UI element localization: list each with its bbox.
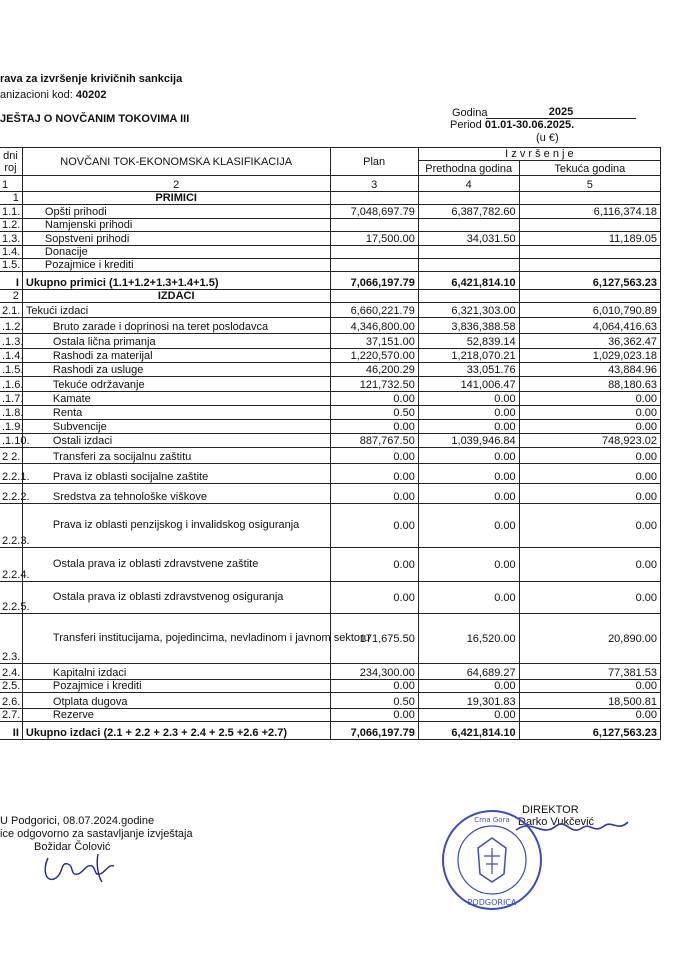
plan-value-cell <box>330 192 418 205</box>
col-header-izvrsenje: I z v r š e n j e <box>418 148 660 161</box>
table-row <box>0 464 661 484</box>
table-row <box>0 246 661 259</box>
plan-value-cell: 0.00 <box>330 392 418 406</box>
row-label-cell: Prava iz oblasti penzijskog i invalidskog osiguranja <box>22 504 330 548</box>
row-number-cell: 2 <box>0 290 22 303</box>
prev-year-value-cell: 33,051.76 <box>418 363 519 377</box>
row-label-cell: Ukupno izdaci (2.1 + 2.2 + 2.3 + 2.4 + 2.5 +2.6 +2.7) <box>22 722 330 740</box>
row-label-cell: Renta <box>22 406 330 420</box>
table-row <box>0 448 661 464</box>
plan-value-cell <box>330 259 418 272</box>
table-row <box>0 377 661 392</box>
row-label-cell: Ukupno primici (1.1+1.2+1.3+1.4+1.5) <box>22 272 330 290</box>
prev-year-value-cell: 6,421,814.10 <box>418 272 519 290</box>
row-label-cell: PRIMICI <box>22 192 330 205</box>
plan-value-cell: 7,066,197.79 <box>330 722 418 740</box>
plan-value-cell <box>330 290 418 303</box>
table-row <box>0 614 661 664</box>
plan-value-cell <box>330 219 418 232</box>
col-header-prev-year: Prethodna godina <box>418 161 519 176</box>
row-number-cell: 1 <box>0 192 22 205</box>
curr-year-value-cell: 0.00 <box>519 484 660 504</box>
prev-year-value-cell <box>418 290 519 303</box>
plan-value-cell: 0.00 <box>330 464 418 484</box>
responsible-name: Božidar Čolović <box>34 841 111 853</box>
responsible-label: ice odgovorno za sastavljanje izvještaja <box>0 828 193 840</box>
plan-value-cell: 17,500.00 <box>330 232 418 246</box>
prev-year-value-cell <box>418 246 519 259</box>
prev-year-value-cell <box>418 192 519 205</box>
row-label-cell: Ostala prava iz oblasti zdravstvene zaštite <box>22 548 330 582</box>
period-line <box>450 119 574 131</box>
plan-value-cell: 0.00 <box>330 504 418 548</box>
place-date: U Podgorici, 08.07.2024.godine <box>0 815 155 827</box>
row-number-cell: 2.6. <box>0 693 22 709</box>
prev-year-value-cell: 6,387,782.60 <box>418 205 519 219</box>
row-number-cell: 2.5. <box>0 680 22 693</box>
row-number-cell: .1.6. <box>0 377 22 392</box>
table-row <box>0 219 661 232</box>
row-label-cell: Tekući izdaci <box>22 303 330 318</box>
row-number-cell: 2.2.3. <box>0 504 22 548</box>
prev-year-value-cell: 0.00 <box>418 680 519 693</box>
row-label-cell: Rashodi za usluge <box>22 363 330 377</box>
table-row <box>0 205 661 219</box>
row-label-cell: IZDACI <box>22 290 330 303</box>
cash-flow-table <box>0 147 661 740</box>
row-label-cell: Bruto zarade i doprinosi na teret poslodavca <box>22 318 330 334</box>
row-label-cell: Pozajmice i krediti <box>22 680 330 693</box>
curr-year-value-cell: 20,890.00 <box>519 614 660 664</box>
prev-year-value-cell: 0.00 <box>418 448 519 464</box>
row-number-cell: .1.2. <box>0 318 22 334</box>
plan-value-cell: 0.00 <box>330 548 418 582</box>
row-label-cell: Ostala lična primanja <box>22 334 330 349</box>
curr-year-value-cell: 11,189.05 <box>519 232 660 246</box>
plan-value-cell: 121,732.50 <box>330 377 418 392</box>
curr-year-value-cell: 1,029,023.18 <box>519 349 660 363</box>
row-label-cell: Rashodi za materijal <box>22 349 330 363</box>
currency-note: (u €) <box>536 132 559 144</box>
header-row-1 <box>0 148 661 161</box>
table-row <box>0 334 661 349</box>
table-row <box>0 420 661 434</box>
prev-year-value-cell: 6,421,814.10 <box>418 722 519 740</box>
row-label-cell: Donacije <box>22 246 330 259</box>
director-name: Darko Vukčević <box>518 816 595 828</box>
row-number-cell: .1.8. <box>0 406 22 420</box>
curr-year-value-cell: 88,180.63 <box>519 377 660 392</box>
row-number-cell: 2.1. <box>0 303 22 318</box>
table-row <box>0 548 661 582</box>
svg-text:Crna Gora: Crna Gora <box>474 816 510 824</box>
row-number-cell: 2.3. <box>0 614 22 664</box>
period-value: 01.01-30.06.2025. <box>484 119 575 131</box>
plan-value-cell: 0.50 <box>330 406 418 420</box>
row-label-cell: Opšti prihodi <box>22 205 330 219</box>
prev-year-value-cell: 0.00 <box>418 709 519 722</box>
row-number-cell: 2.2.4. <box>0 548 22 582</box>
index-cell: 1 <box>0 176 22 192</box>
plan-value-cell: 37,151.00 <box>330 334 418 349</box>
prev-year-value-cell: 0.00 <box>418 392 519 406</box>
prev-year-value-cell: 64,689.27 <box>418 664 519 680</box>
curr-year-value-cell: 18,500.81 <box>519 693 660 709</box>
curr-year-value-cell: 0.00 <box>519 464 660 484</box>
table-row <box>0 290 661 303</box>
table-row <box>0 406 661 420</box>
prev-year-value-cell: 0.00 <box>418 504 519 548</box>
index-cell: 2 <box>22 176 330 192</box>
row-number-cell: 2.2.1. <box>0 464 22 484</box>
row-number-cell: .1.9. <box>0 420 22 434</box>
period-label: Period <box>450 119 482 131</box>
table-row <box>0 693 661 709</box>
curr-year-value-cell: 0.00 <box>519 406 660 420</box>
row-label-cell: Sredstva za tehnološke viškove <box>22 484 330 504</box>
row-number-cell: .1.5. <box>0 363 22 377</box>
table-row <box>0 272 661 290</box>
row-number-cell: .1.3. <box>0 334 22 349</box>
table-row <box>0 722 661 740</box>
row-number-cell: 1.3. <box>0 232 22 246</box>
plan-value-cell: 0.00 <box>330 680 418 693</box>
col-header-curr-year: Tekuća godina <box>519 161 660 176</box>
col-header-number: dni roj <box>0 148 22 176</box>
row-label-cell: Transferi institucijama, pojedincima, nevladinom i javnom sektoru <box>22 614 330 664</box>
prev-year-value-cell: 0.00 <box>418 420 519 434</box>
director-title: DIREKTOR <box>522 804 579 816</box>
curr-year-value-cell: 0.00 <box>519 709 660 722</box>
row-number-cell: 2.7. <box>0 709 22 722</box>
report-title: JEŠTAJ O NOVČANIM TOKOVIMA III <box>0 113 190 125</box>
curr-year-value-cell: 0.00 <box>519 548 660 582</box>
prev-year-value-cell: 19,301.83 <box>418 693 519 709</box>
curr-year-value-cell: 77,381.53 <box>519 664 660 680</box>
plan-value-cell: 6,660,221.79 <box>330 303 418 318</box>
row-label-cell: Ostali izdaci <box>22 434 330 448</box>
row-label-cell: Ostala prava iz oblasti zdravstvenog osiguranja <box>22 582 330 614</box>
prev-year-value-cell: 52,839.14 <box>418 334 519 349</box>
prev-year-value-cell: 16,520.00 <box>418 614 519 664</box>
plan-value-cell: 0.00 <box>330 709 418 722</box>
table-row <box>0 434 661 448</box>
curr-year-value-cell: 4,064,416.63 <box>519 318 660 334</box>
row-label-cell: Pozajmice i krediti <box>22 259 330 272</box>
table-row <box>0 664 661 680</box>
plan-value-cell: 171,675.50 <box>330 614 418 664</box>
curr-year-value-cell: 6,127,563.23 <box>519 272 660 290</box>
curr-year-value-cell: 36,362.47 <box>519 334 660 349</box>
plan-value-cell: 7,066,197.79 <box>330 272 418 290</box>
index-cell: 5 <box>519 176 660 192</box>
prev-year-value-cell <box>418 219 519 232</box>
row-label-cell: Subvencije <box>22 420 330 434</box>
row-label-cell: Kapitalni izdaci <box>22 664 330 680</box>
row-number-cell: I <box>0 272 22 290</box>
row-label-cell: Kamate <box>22 392 330 406</box>
prev-year-value-cell: 1,218,070.21 <box>418 349 519 363</box>
plan-value-cell: 0.00 <box>330 420 418 434</box>
row-number-cell: .1.4. <box>0 349 22 363</box>
row-number-cell: .1.7. <box>0 392 22 406</box>
curr-year-value-cell: 43,884.96 <box>519 363 660 377</box>
plan-value-cell: 4,346,800.00 <box>330 318 418 334</box>
row-number-cell: 2.2.5. <box>0 582 22 614</box>
index-cell: 4 <box>418 176 519 192</box>
plan-value-cell: 7,048,697.79 <box>330 205 418 219</box>
table-row <box>0 392 661 406</box>
plan-value-cell: 0.00 <box>330 484 418 504</box>
row-number-cell: 1.5. <box>0 259 22 272</box>
table-row <box>0 582 661 614</box>
row-label-cell: Otplata dugova <box>22 693 330 709</box>
row-label-cell: Transferi za socijalnu zaštitu <box>22 448 330 464</box>
table-row <box>0 232 661 246</box>
year-value: 2025 <box>486 107 636 119</box>
curr-year-value-cell <box>519 219 660 232</box>
svg-text:PODGORICA: PODGORICA <box>467 898 517 907</box>
curr-year-value-cell: 6,010,790.89 <box>519 303 660 318</box>
year-label: Godina <box>452 107 488 119</box>
prev-year-value-cell: 0.00 <box>418 464 519 484</box>
curr-year-value-cell: 6,127,563.23 <box>519 722 660 740</box>
row-number-cell: 2.4. <box>0 664 22 680</box>
prev-year-value-cell: 141,006.47 <box>418 377 519 392</box>
row-number-cell: .1.10. <box>0 434 22 448</box>
table-row <box>0 259 661 272</box>
table-row <box>0 709 661 722</box>
table-row <box>0 484 661 504</box>
index-row <box>0 176 661 192</box>
plan-value-cell: 887,767.50 <box>330 434 418 448</box>
table-row <box>0 192 661 205</box>
responsible-signature <box>40 850 130 888</box>
prev-year-value-cell: 34,031.50 <box>418 232 519 246</box>
curr-year-value-cell: 0.00 <box>519 420 660 434</box>
curr-year-value-cell <box>519 246 660 259</box>
prev-year-value-cell: 0.00 <box>418 484 519 504</box>
org-code-label: anizacioni kod: <box>0 89 73 101</box>
table-row <box>0 303 661 318</box>
curr-year-value-cell: 748,923.02 <box>519 434 660 448</box>
institution-name: rava za izvršenje krivičnih sankcija <box>0 73 183 85</box>
prev-year-value-cell: 1,039,946.84 <box>418 434 519 448</box>
plan-value-cell: 0.50 <box>330 693 418 709</box>
curr-year-value-cell <box>519 192 660 205</box>
prev-year-value-cell <box>418 259 519 272</box>
prev-year-value-cell: 3,836,388.58 <box>418 318 519 334</box>
row-label-cell: Sopstveni prihodi <box>22 232 330 246</box>
col-header-plan: Plan <box>330 148 418 176</box>
table-row <box>0 318 661 334</box>
col-header-description: NOVČANI TOK-EKONOMSKA KLASIFIKACIJA <box>22 148 330 176</box>
plan-value-cell: 46,200.29 <box>330 363 418 377</box>
row-number-cell: 2.2.2. <box>0 484 22 504</box>
plan-value-cell: 1,220,570.00 <box>330 349 418 363</box>
prev-year-value-cell: 0.00 <box>418 548 519 582</box>
plan-value-cell: 0.00 <box>330 582 418 614</box>
table-row <box>0 349 661 363</box>
prev-year-value-cell: 6,321,303.00 <box>418 303 519 318</box>
curr-year-value-cell: 0.00 <box>519 582 660 614</box>
row-label-cell: Tekuće održavanje <box>22 377 330 392</box>
curr-year-value-cell <box>519 259 660 272</box>
row-number-cell: 1.1. <box>0 205 22 219</box>
index-cell: 3 <box>330 176 418 192</box>
row-number-cell: II <box>0 722 22 740</box>
curr-year-value-cell: 6,116,374.18 <box>519 205 660 219</box>
curr-year-value-cell: 0.00 <box>519 448 660 464</box>
row-label-cell: Prava iz oblasti socijalne zaštite <box>22 464 330 484</box>
org-code-value: 40202 <box>75 89 107 101</box>
prev-year-value-cell: 0.00 <box>418 582 519 614</box>
table-row <box>0 680 661 693</box>
plan-value-cell: 234,300.00 <box>330 664 418 680</box>
org-code-line <box>0 89 106 101</box>
table-row <box>0 363 661 377</box>
curr-year-value-cell: 0.00 <box>519 680 660 693</box>
plan-value-cell <box>330 246 418 259</box>
curr-year-value-cell: 0.00 <box>519 504 660 548</box>
row-label-cell: Rezerve <box>22 709 330 722</box>
table-row <box>0 504 661 548</box>
row-number-cell: 2 2. <box>0 448 22 464</box>
curr-year-value-cell <box>519 290 660 303</box>
row-number-cell: 1.2. <box>0 219 22 232</box>
row-number-cell: 1.4. <box>0 246 22 259</box>
prev-year-value-cell: 0.00 <box>418 406 519 420</box>
curr-year-value-cell: 0.00 <box>519 392 660 406</box>
official-stamp <box>440 808 544 912</box>
row-label-cell: Namjenski prihodi <box>22 219 330 232</box>
plan-value-cell: 0.00 <box>330 448 418 464</box>
